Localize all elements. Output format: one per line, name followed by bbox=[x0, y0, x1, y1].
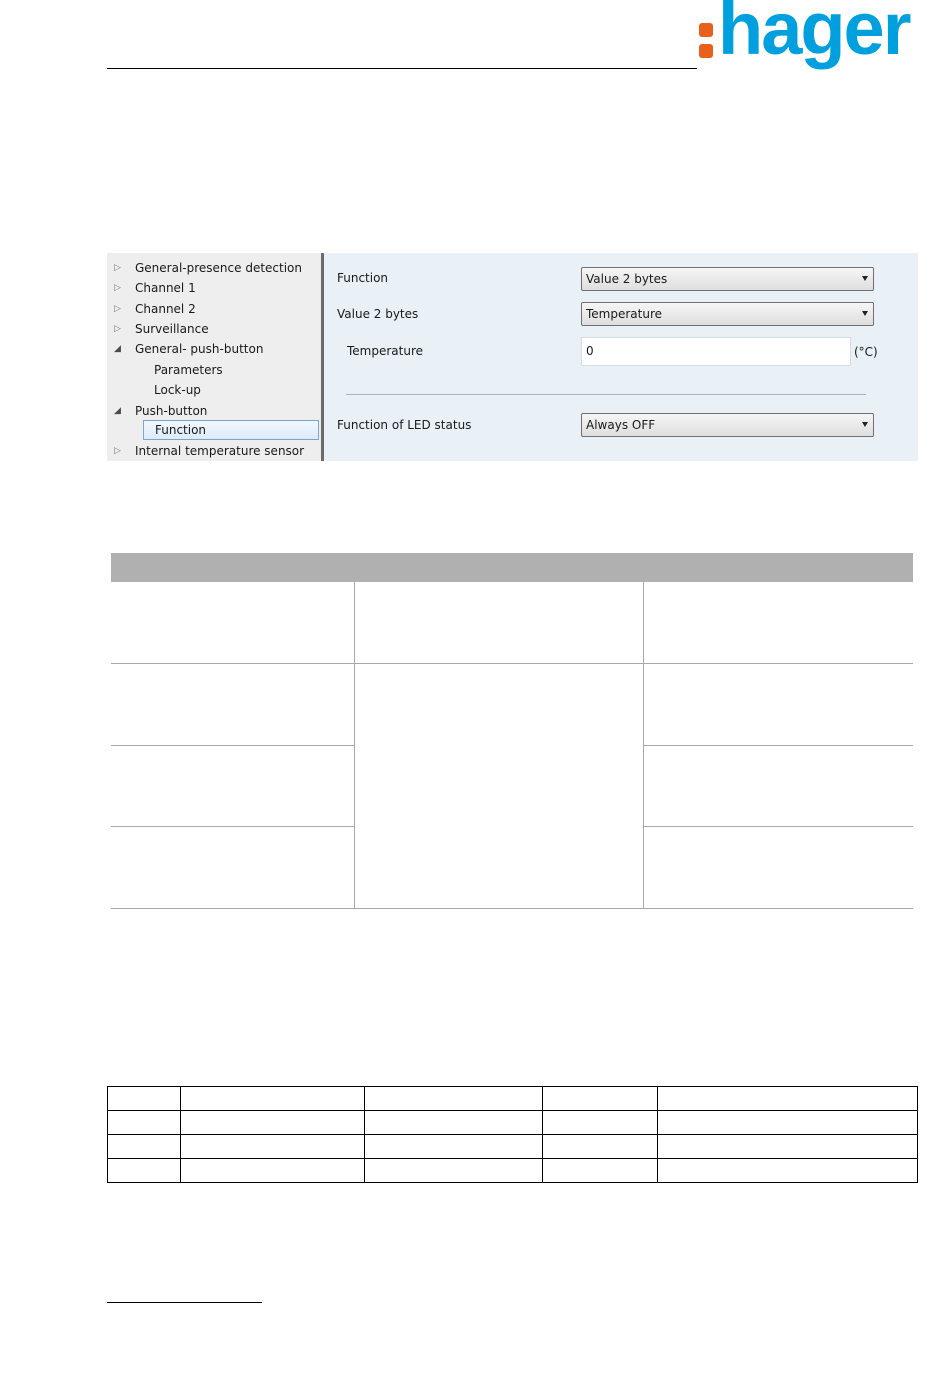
function-select-value: Value 2 bytes bbox=[586, 272, 668, 286]
collapsed-arrow-icon[interactable]: ▷ bbox=[114, 263, 121, 273]
value-2-bytes-select[interactable] bbox=[581, 302, 874, 326]
header-rule bbox=[107, 68, 697, 69]
led-status-label: Function of LED status bbox=[337, 418, 472, 432]
collapsed-arrow-icon[interactable]: ▷ bbox=[114, 446, 121, 456]
table-2 bbox=[107, 1086, 918, 1183]
dropdown-caret-icon bbox=[862, 276, 868, 281]
temperature-input[interactable] bbox=[581, 337, 851, 366]
settings-panel bbox=[107, 253, 918, 461]
tree-item-function[interactable]: Function bbox=[143, 420, 319, 440]
table-1-row-divider bbox=[111, 663, 913, 664]
temperature-unit: (°C) bbox=[854, 345, 878, 359]
table-1-row-divider bbox=[111, 745, 354, 746]
collapsed-arrow-icon[interactable]: ▷ bbox=[114, 283, 121, 293]
table-row bbox=[108, 1087, 918, 1111]
led-status-select[interactable] bbox=[581, 413, 874, 437]
temperature-input-value: 0 bbox=[586, 344, 594, 358]
table-1-column-divider bbox=[354, 582, 355, 909]
dropdown-caret-icon bbox=[862, 311, 868, 316]
table-1-row-divider bbox=[643, 745, 913, 746]
logo-dot-bottom bbox=[699, 44, 713, 58]
table-1-header bbox=[111, 553, 913, 582]
dropdown-caret-icon bbox=[862, 422, 868, 427]
table-1-row-divider bbox=[643, 826, 913, 827]
logo-dot-top bbox=[699, 23, 713, 37]
expanded-arrow-icon[interactable]: ◢ bbox=[114, 344, 121, 354]
value-2-bytes-select-value: Temperature bbox=[586, 307, 663, 321]
parameter-form bbox=[324, 253, 918, 461]
led-status-select-value: Always OFF bbox=[586, 418, 656, 432]
expanded-arrow-icon[interactable]: ◢ bbox=[114, 406, 121, 416]
footnote-rule bbox=[107, 1302, 262, 1303]
logo-wordmark: hager bbox=[718, 0, 910, 70]
hager-logo bbox=[694, 0, 908, 70]
collapsed-arrow-icon[interactable]: ▷ bbox=[114, 304, 121, 314]
table-1-row-divider bbox=[111, 826, 354, 827]
temperature-label: Temperature bbox=[347, 344, 424, 358]
table-row bbox=[108, 1159, 918, 1183]
table-1-bottom-border bbox=[111, 908, 913, 909]
function-select[interactable] bbox=[581, 267, 874, 291]
function-label: Function bbox=[337, 271, 389, 285]
table-row bbox=[108, 1111, 918, 1135]
form-divider bbox=[346, 394, 866, 395]
value-2-bytes-label: Value 2 bytes bbox=[337, 307, 419, 321]
parameter-tree: ▷ General-presence detection ▷ Channel 1 ▷ Channel 2 ▷ Surveillance ◢ General- push-button Parameters Lock-up ◢ Push-button Function ▷ Internal temperature sensor bbox=[107, 253, 324, 461]
collapsed-arrow-icon[interactable]: ▷ bbox=[114, 324, 121, 334]
table-row bbox=[108, 1135, 918, 1159]
